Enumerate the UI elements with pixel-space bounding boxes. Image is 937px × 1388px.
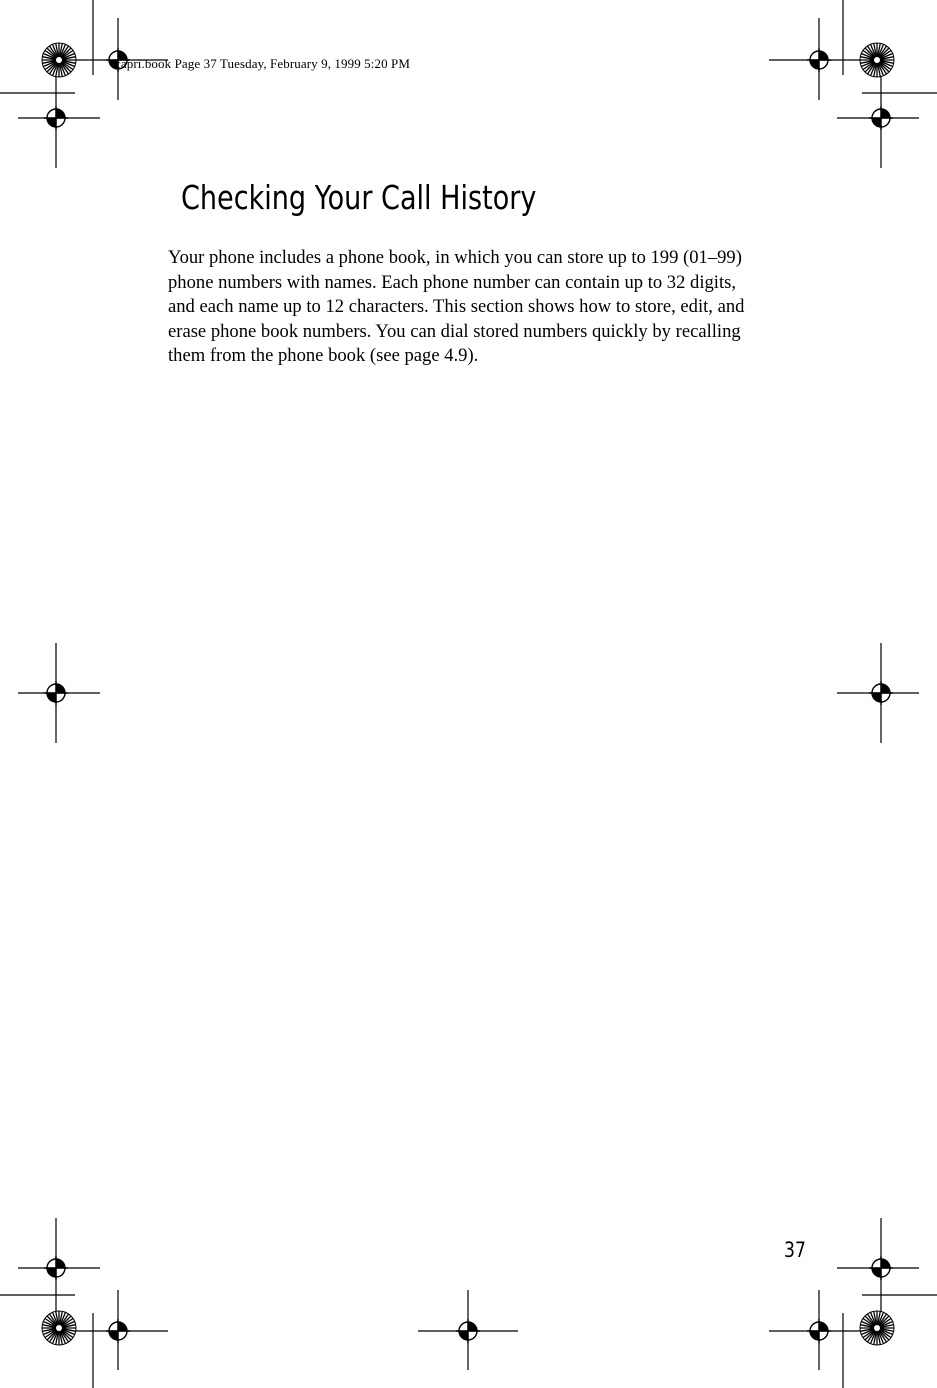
body-paragraph xyxy=(168,246,808,369)
paragraph-line: them from the phone book (see page 4.9). xyxy=(168,345,479,366)
paragraph-line: and each name up to 12 characters. This section shows how to store, edit, and xyxy=(168,296,745,317)
page-title: Checking Your Call History xyxy=(181,178,537,217)
registration-marks xyxy=(44,48,893,1343)
page-number: 37 xyxy=(784,1238,806,1262)
paragraph-line: erase phone book numbers. You can dial stored numbers quickly by recalling xyxy=(168,320,741,342)
star-targets xyxy=(42,43,894,1345)
paragraph-line: phone numbers with names. Each phone number can contain up to 32 digits, xyxy=(168,271,737,293)
paragraph-line: Your phone includes a phone book, in which you can store up to 199 (01–99) xyxy=(168,247,742,268)
header-slug: capri.book Page 37 Tuesday, February 9, 1999 5:20 PM xyxy=(115,56,411,71)
